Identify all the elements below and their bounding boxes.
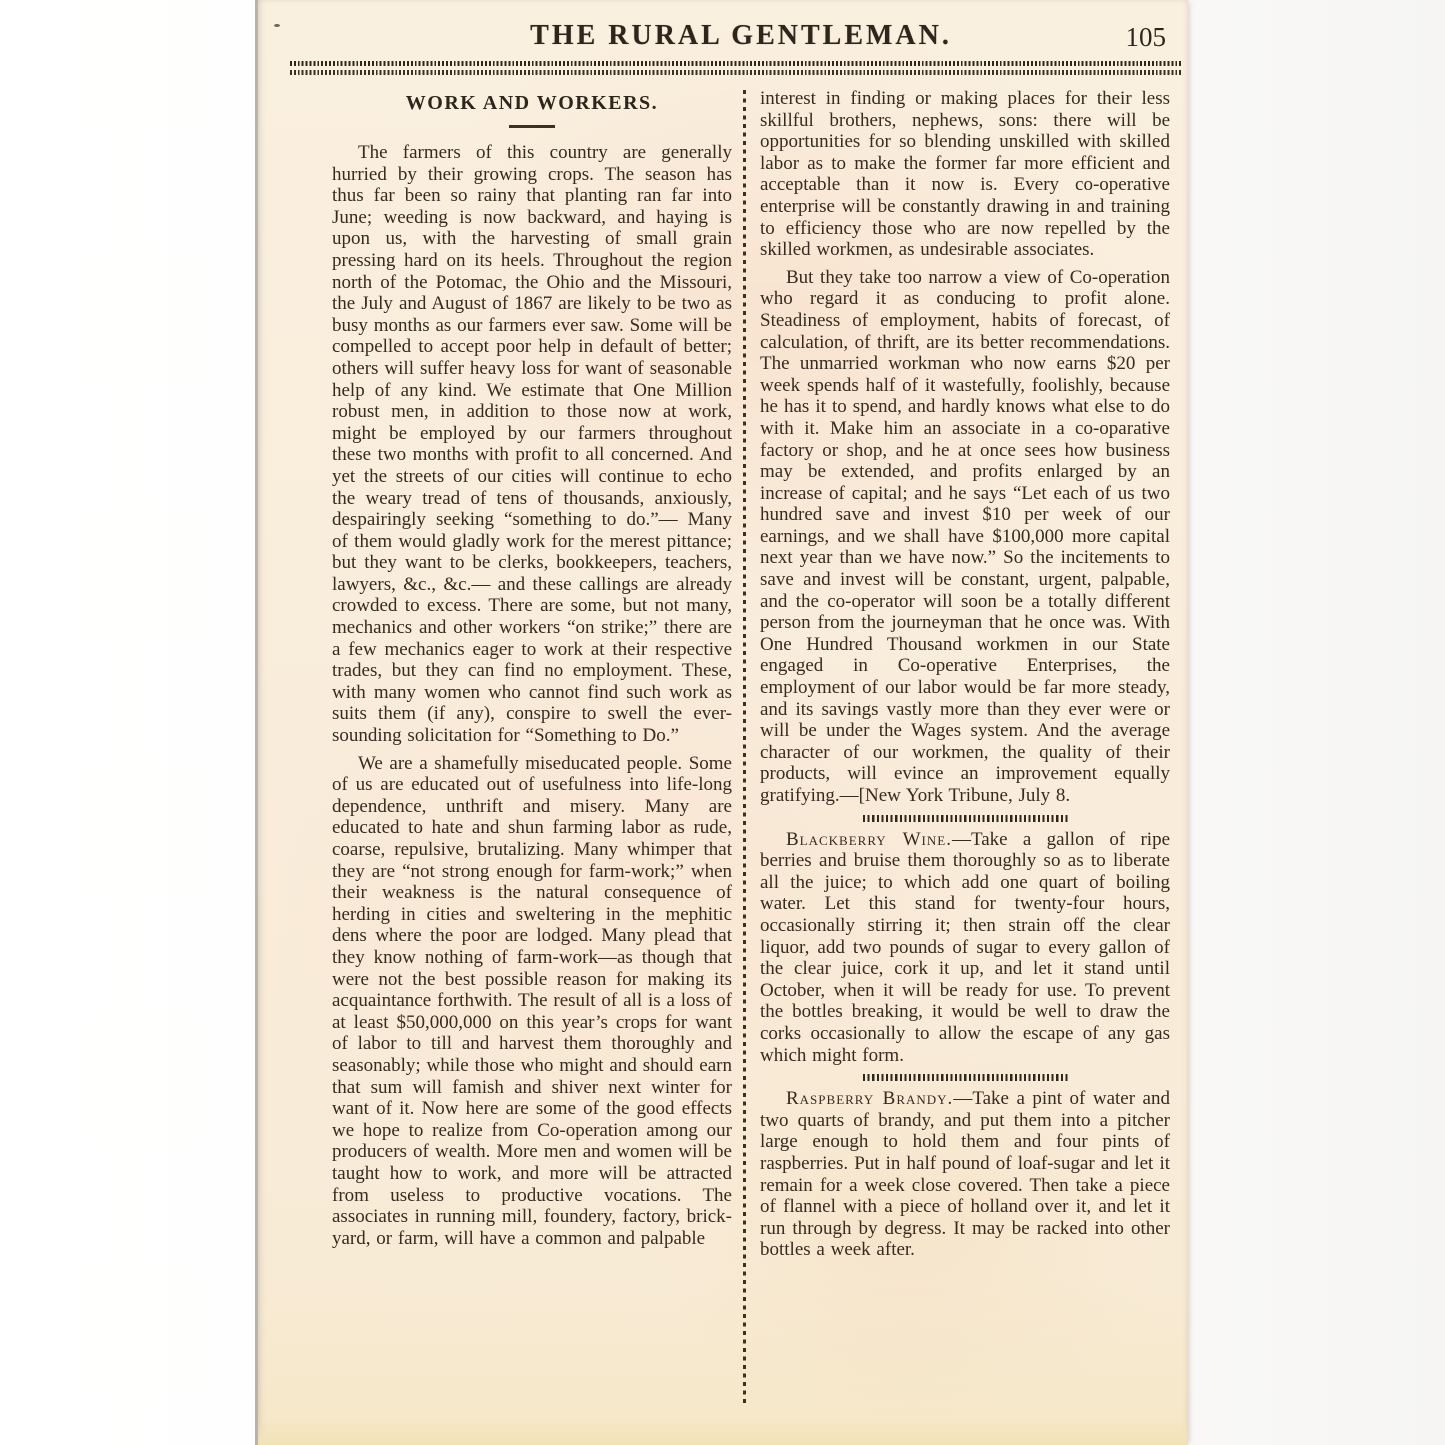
- newspaper-page: [255, 0, 1188, 1445]
- paragraph-interest-continuation: interest in finding or making places for their less skillful brothers, nephews, sons: there will be opportunities for so blending unskilled with skilled labor as to make the former far more efficient and acceptable than it now is. Every co-operative enterprise will be constantly drawing in and training to efficiency those who are now repelled by the skilled workmen, as undesirable associates.: [760, 88, 1170, 261]
- masthead-double-rule: [290, 61, 1182, 79]
- article-title: WORK AND WORKERS.: [405, 92, 659, 114]
- recipe-title: Raspberry Brandy.: [786, 1088, 954, 1110]
- paragraph-farmers: The farmers of this country are generally hurried by their growing crops. The season has thus far been so rainy that planting ran far into June; weeding is now backward, and haying is upon us, with the harvesting of small grain pressing hard on its heels. Throughout the region north of the Potomac, the Ohio and the Missouri, the July and August of 1867 are likely to be two as busy months as our farmers ever saw. Some will be compelled to accept poor help in default of better; others will suffer heavy loss for want of seasonable help of any kind. We estimate that One Million robust men, in addition to those now at work, might be employed by our farmers throughout these two months with profit to all concerned. And yet the streets of our cities will continue to echo the weary tread of tens of thousands, anxiously, despairingly seeking “something to do.”— Many of them would gladly work for the merest pittance; but they want to be clerks, bookkeepers, teachers, lawyers, &c., &c.— and these callings are already crowded to excess. There are some, but not many, mechanics and other workers “on strike;” there are a few mechanics eager to work at their respective trades, but they can find no employment. These, with many women who cannot find such work as suits them (if any), conspire to swell the ever-sounding solicitation for “Something to Do.”: [332, 142, 732, 747]
- section-divider-rule: [863, 815, 1068, 822]
- section-divider-rule: [863, 1074, 1068, 1081]
- right-column: [760, 88, 1170, 1421]
- recipe-body: —Take a gallon of ripe berries and bruise them thoroughly so as to liberate all the juice; to which add one quart of boiling water. Let this stand for twenty-four hours, occasionally stirring it; then strain off the clear liquor, add two pounds of sugar to every gallon of the clear juice, cork it up, and let it stand until October, when it will be ready for use. To prevent the bottles breaking, it would be well to draw the corks occasionally to allow the escape of any gas which might form.: [760, 828, 1171, 1066]
- paragraph-miseducated: We are a shamefully miseducated people. Some of us are educated out of usefulness into life-long dependence, unthrift and misery. Many are educated to hate and shun farming labor as rude, coarse, repulsive, brutalizing. Many whimper that they are “not strong enough for farm-work;” when their weakness is the natural consequence of herding in cities and sweltering in the mephitic dens where the poor are lodged. Many plead that they know nothing of farm-work—as though that were not the best possible reason for making its acquaintance forthwith. The result of all is a loss of at least $50,000,000 on this year’s crops for want of labor to till and harvest them thoroughly and seasonably; while those who might and should earn that sum will famish and shiver next winter for want of it. Now here are some of the good effects we hope to realize from Co-operation among our producers of wealth. More men and women will be taught how to work, and more will be attracted from useless to productive vocations. The associates in running mill, foundery, factory, brick-yard, or farm, will have a common and palpable: [332, 752, 732, 1249]
- article-columns: [332, 88, 1170, 1421]
- masthead-title: THE RURAL GENTLEMAN.: [530, 20, 952, 51]
- title-divider-dash: [509, 125, 555, 128]
- recipe-body: —Take a pint of water and two quarts of brandy, and put them into a pitcher large enough to hold them and four pints of raspberries. Put in half pound of loaf-sugar and let it remain for a week close covered. Then take a piece of flannel with a piece of holland over it, and let it run through by degress. It may be racked into other bottles a week after.: [760, 1088, 1170, 1261]
- masthead-rule-bottom: [290, 70, 1182, 75]
- left-column: [332, 88, 732, 1421]
- recipe-raspberry-brandy: [760, 1088, 1170, 1261]
- paragraph-cooperation-attribution: But they take too narrow a view of Co-operation who regard it as conducing to profit alone. Steadiness of employment, habits of forecast, of calculation, of thrift, are its better recommendations. The unmarried workman who now earns $20 per week spends half of it wastefully, foolishly, because he has it to spend, and hardly knows what else to do with it. Make him an associate in a co-oparative factory or shop, and he at once sees how business may be extended, and profits enlarged by an increase of capital; and he says “Let each of us two hundred save and invest $10 per week of our earnings, and we shall have $100,000 more capital next year than we have now.” So the incitements to save and invest will be constant, urgent, palpable, and the co-operator will soon be a totally different person from the journeyman that he once was. With One Hundred Thousand workmen in our State engaged in Co-operative Enterprises, the employment of our labor would be far more steady, and its savings vastly more than they ever were or will be under the Wages system. And the average character of our workmen, the quality of their products, will evince an improvement equally gratifying.—[New York Tribune, July 8.: [760, 266, 1170, 806]
- recipe-blackberry-wine: [760, 829, 1170, 1067]
- column-divider: [743, 90, 746, 1407]
- page-number: 105: [1125, 22, 1166, 52]
- recipe-title: Blackberry Wine.: [786, 828, 952, 850]
- masthead-rule-top: [290, 61, 1182, 66]
